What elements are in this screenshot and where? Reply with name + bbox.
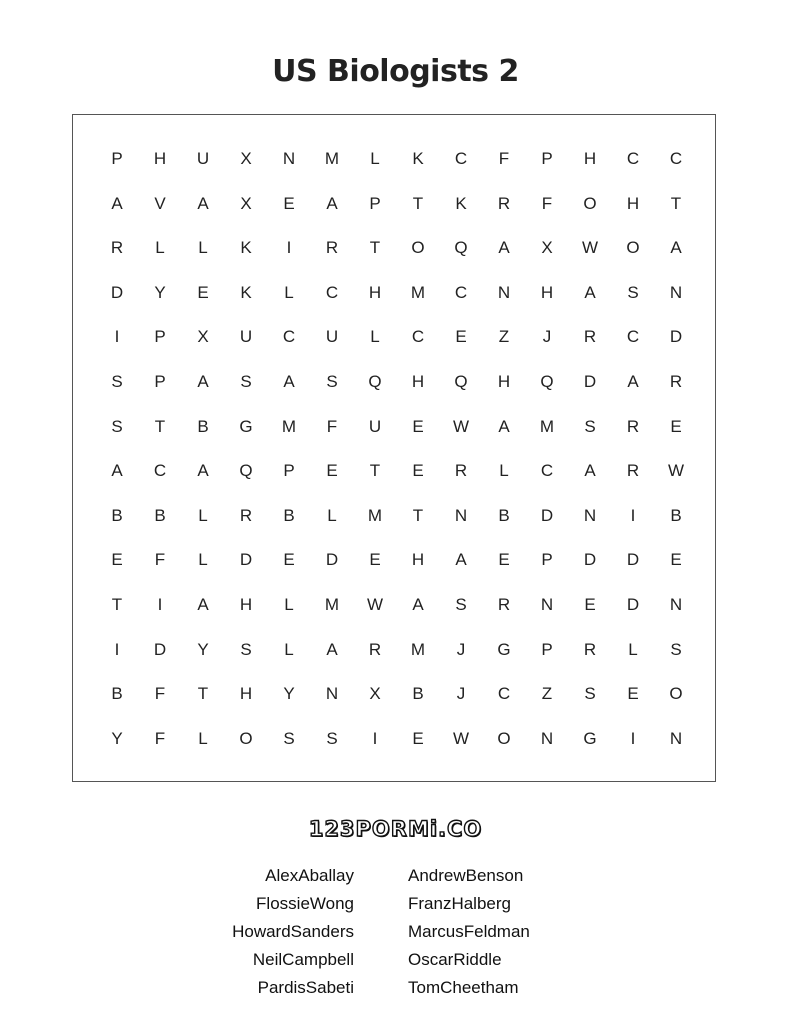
grid-letter: S: [240, 639, 252, 659]
grid-letter: B: [498, 505, 510, 525]
grid-letter: C: [669, 149, 683, 168]
grid-letter: H: [626, 193, 640, 213]
grid-letter: A: [326, 193, 338, 213]
grid-letter: B: [670, 505, 682, 525]
grid-letter: H: [540, 282, 554, 302]
grid-letter: S: [627, 282, 639, 302]
grid-letter: O: [583, 193, 597, 213]
grid-letter: T: [111, 595, 123, 614]
grid-letter: J: [456, 639, 466, 659]
grid-letter: B: [111, 505, 123, 525]
word-list-item: AndrewBenson: [408, 866, 524, 885]
grid-letter: L: [499, 461, 509, 481]
grid-letter: P: [541, 149, 553, 168]
grid-letter: A: [584, 461, 596, 481]
grid-letter: E: [283, 193, 295, 213]
grid-letter: S: [670, 639, 682, 659]
grid-letter: F: [498, 149, 510, 168]
grid-letter: Y: [111, 728, 123, 748]
grid-letter: M: [410, 282, 426, 302]
grid-letter: A: [197, 372, 209, 391]
grid-letter: T: [412, 505, 424, 525]
grid-letter: T: [369, 461, 381, 481]
word-search-grid: [72, 114, 716, 782]
grid-letter: C: [411, 327, 425, 347]
grid-letter: T: [369, 238, 381, 258]
grid-letter: Y: [283, 684, 295, 704]
grid-letter: M: [410, 639, 426, 659]
grid-letter: Y: [154, 282, 166, 302]
grid-letter: D: [583, 550, 597, 570]
grid-letter: P: [541, 550, 553, 570]
grid-letter: M: [324, 595, 340, 614]
grid-letter: M: [281, 416, 297, 436]
grid-letter: L: [198, 505, 208, 525]
grid-letter: S: [283, 728, 295, 748]
grid-letter: N: [540, 595, 554, 614]
grid-letter: N: [282, 149, 296, 168]
grid-letter: D: [583, 372, 597, 391]
grid-letter: U: [239, 327, 253, 347]
grid-letter: H: [153, 149, 167, 168]
grid-letter: A: [412, 595, 424, 614]
grid-letter: E: [670, 416, 682, 436]
grid-letter: R: [626, 416, 640, 436]
grid-letter: X: [240, 149, 252, 168]
grid-letter: V: [154, 193, 166, 213]
grid-letter: D: [153, 639, 167, 659]
grid-letter: O: [411, 238, 425, 258]
brand-logo: 123PORMi.CO: [308, 817, 483, 841]
grid-letter: E: [283, 550, 295, 570]
grid-letter: A: [326, 639, 338, 659]
grid-letter: R: [583, 327, 597, 347]
grid-letter: P: [154, 372, 166, 391]
grid-letter: R: [626, 461, 640, 481]
grid-letter: W: [667, 461, 685, 481]
grid-letter: X: [240, 193, 252, 213]
grid-letter: P: [111, 149, 123, 168]
grid-letter: F: [541, 193, 553, 213]
grid-letter: R: [368, 639, 382, 659]
grid-letter: B: [412, 684, 424, 704]
word-list-item: NeilCampbell: [252, 950, 354, 969]
grid-letter: O: [669, 684, 683, 704]
grid-letter: K: [455, 193, 467, 213]
word-list-left: [232, 862, 354, 1002]
grid-letter: L: [370, 327, 380, 347]
grid-letter: R: [583, 639, 597, 659]
grid-letter: K: [240, 238, 252, 258]
grid-letter: A: [111, 193, 123, 213]
grid-letter: E: [369, 550, 381, 570]
grid-letter: G: [239, 416, 253, 436]
grid-letter: M: [539, 416, 555, 436]
grid-letter: P: [154, 327, 166, 347]
grid-letter: R: [454, 461, 468, 481]
grid-letter: I: [372, 728, 378, 748]
grid-letter: N: [669, 728, 683, 748]
grid-letter: Q: [540, 372, 554, 391]
grid-letter: N: [669, 282, 683, 302]
word-list-item: MarcusFeldman: [408, 922, 530, 941]
grid-letter: R: [497, 193, 511, 213]
grid-letter: E: [627, 684, 639, 704]
grid-letter: D: [239, 550, 253, 570]
grid-letter: E: [670, 550, 682, 570]
grid-letter: N: [454, 505, 468, 525]
word-list-item: TomCheetham: [408, 978, 519, 997]
grid-letter: A: [498, 416, 510, 436]
grid-letter: S: [240, 372, 252, 391]
grid-letter: S: [111, 416, 123, 436]
grid-letter: L: [370, 149, 380, 168]
grid-letter: N: [497, 282, 511, 302]
grid-letter: D: [540, 505, 554, 525]
grid-letter: I: [114, 639, 120, 659]
grid-letter: E: [111, 550, 123, 570]
grid-letter: Q: [454, 372, 468, 391]
grid-letter: D: [626, 595, 640, 614]
grid-letter: E: [197, 282, 209, 302]
grid-letter: M: [367, 505, 383, 525]
grid-letter: E: [455, 327, 467, 347]
grid-letter: L: [155, 238, 165, 258]
grid-letter: Z: [498, 327, 510, 347]
grid-letter: C: [540, 461, 554, 481]
grid-letter: H: [239, 595, 253, 614]
grid-letter: C: [282, 327, 296, 347]
grid-letter: W: [366, 595, 384, 614]
grid-letter: B: [111, 684, 123, 704]
grid-letter: J: [542, 327, 552, 347]
grid-letter: C: [626, 149, 640, 168]
grid-letter: E: [326, 461, 338, 481]
grid-letter: S: [326, 372, 338, 391]
grid-letter: R: [669, 372, 683, 391]
grid-letter: N: [325, 684, 339, 704]
grid-letter: T: [154, 416, 166, 436]
grid-letter: T: [412, 193, 424, 213]
grid-letter: K: [412, 149, 424, 168]
word-list-item: HowardSanders: [232, 922, 354, 941]
grid-letter: H: [239, 684, 253, 704]
page-title: US Biologists 2: [272, 54, 519, 89]
grid-letter: H: [497, 372, 511, 391]
grid-letter: X: [197, 327, 209, 347]
grid-letter: F: [154, 684, 166, 704]
grid-letter: S: [584, 684, 596, 704]
grid-letter: H: [411, 372, 425, 391]
grid-letter: N: [540, 728, 554, 748]
grid-letter: W: [452, 416, 470, 436]
word-list-item: FlossieWong: [256, 894, 354, 913]
grid-letter: E: [412, 461, 424, 481]
grid-letter: W: [581, 238, 599, 258]
grid-letter: F: [154, 728, 166, 748]
grid-letter: A: [627, 372, 639, 391]
grid-letter: S: [326, 728, 338, 748]
grid-letter: C: [454, 282, 468, 302]
grid-letter: A: [197, 461, 209, 481]
word-list-item: FranzHalberg: [408, 894, 511, 913]
grid-letter: R: [110, 238, 124, 258]
grid-letter: I: [157, 595, 163, 614]
grid-letter: L: [284, 639, 294, 659]
grid-letter: B: [197, 416, 209, 436]
grid-letter: O: [239, 728, 253, 748]
grid-letter: C: [454, 149, 468, 168]
grid-letter: B: [283, 505, 295, 525]
grid-letter: D: [669, 327, 683, 347]
grid-letter: L: [327, 505, 337, 525]
grid-letter: N: [669, 595, 683, 614]
grid-letter: F: [326, 416, 338, 436]
grid-letter: T: [670, 193, 682, 213]
word-list-right: [408, 862, 530, 1002]
grid-letter: Q: [454, 238, 468, 258]
grid-letter: I: [286, 238, 292, 258]
grid-letter: E: [498, 550, 510, 570]
grid-letter: Q: [368, 372, 382, 391]
grid-letter: C: [325, 282, 339, 302]
grid-letter: R: [497, 595, 511, 614]
grid-letter: L: [198, 238, 208, 258]
grid-letter: I: [630, 505, 636, 525]
grid-letter: A: [455, 550, 467, 570]
grid-letter: L: [198, 550, 208, 570]
grid-letter: I: [630, 728, 636, 748]
grid-letter: O: [497, 728, 511, 748]
grid-letter: G: [583, 728, 597, 748]
grid-letter: P: [283, 461, 295, 481]
grid-letter: X: [369, 684, 381, 704]
grid-letter: A: [670, 238, 682, 258]
grid-letter: L: [284, 282, 294, 302]
grid-letter: S: [111, 372, 123, 391]
grid-letter: A: [584, 282, 596, 302]
grid-letter: H: [368, 282, 382, 302]
grid-letter: N: [583, 505, 597, 525]
grid-letter: S: [455, 595, 467, 614]
grid-letter: O: [626, 238, 640, 258]
grid-letter: W: [452, 728, 470, 748]
grid-letter: E: [412, 416, 424, 436]
grid-letter: A: [197, 595, 209, 614]
grid-letter: D: [626, 550, 640, 570]
grid-letter: D: [110, 282, 124, 302]
grid-letter: P: [541, 639, 553, 659]
grid-letter: U: [325, 327, 339, 347]
grid-letter: C: [497, 684, 511, 704]
grid-letter: U: [368, 416, 382, 436]
grid-letter: M: [324, 149, 340, 168]
grid-letter: A: [498, 238, 510, 258]
grid-letter: X: [541, 238, 553, 258]
grid-letter: R: [239, 505, 253, 525]
grid-letter: I: [114, 327, 120, 347]
grid-letter: B: [154, 505, 166, 525]
grid-letter: H: [583, 149, 597, 168]
word-list-item: PardisSabeti: [257, 978, 354, 997]
word-list-item: OscarRiddle: [408, 950, 502, 969]
grid-letter: Y: [197, 639, 209, 659]
grid-letter: R: [325, 238, 339, 258]
grid-letter: A: [111, 461, 123, 481]
grid-letter: E: [412, 728, 424, 748]
grid-letter: S: [584, 416, 596, 436]
word-list-item: AlexAballay: [265, 866, 354, 885]
grid-letter: T: [197, 684, 209, 704]
grid-letter: J: [456, 684, 466, 704]
grid-letter: A: [197, 193, 209, 213]
grid-letter: F: [154, 550, 166, 570]
grid-letter: C: [626, 327, 640, 347]
grid-letter: Z: [541, 684, 553, 704]
grid-letter: H: [411, 550, 425, 570]
grid-letter: D: [325, 550, 339, 570]
grid-letter: A: [283, 372, 295, 391]
grid-letter: L: [628, 639, 638, 659]
grid-letter: G: [497, 639, 511, 659]
grid-letter: U: [196, 149, 210, 168]
grid-letter: E: [584, 595, 596, 614]
grid-letter: L: [284, 595, 294, 614]
grid-letter: P: [369, 193, 381, 213]
grid-letter: K: [240, 282, 252, 302]
grid-letter: Q: [239, 461, 253, 481]
grid-letter: C: [153, 461, 167, 481]
grid-letter: L: [198, 728, 208, 748]
